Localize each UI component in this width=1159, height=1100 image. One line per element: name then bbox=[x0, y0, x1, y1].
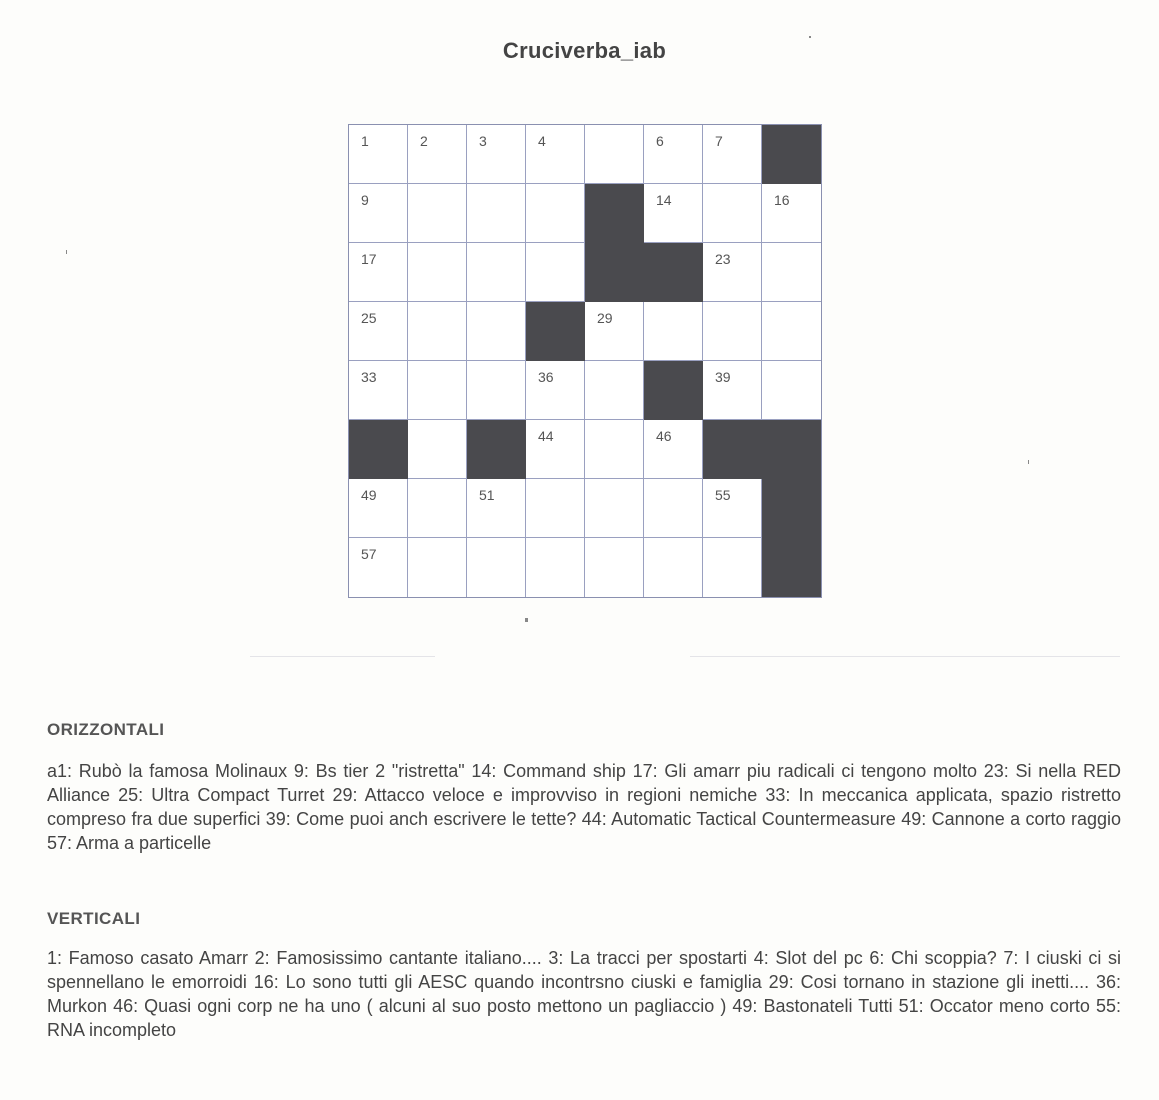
page-title: Cruciverba_iab bbox=[502, 38, 667, 63]
scan-speck bbox=[1028, 460, 1029, 464]
grid-cell[interactable] bbox=[526, 420, 585, 479]
grid-cell[interactable] bbox=[467, 538, 526, 597]
grid-cell[interactable] bbox=[703, 302, 762, 361]
grid-cell[interactable] bbox=[762, 302, 821, 361]
grid-cell[interactable] bbox=[349, 302, 408, 361]
across-clues: a1: Rubò la famosa Molinaux 9: Bs tier 2 "ristretta" 14: Command ship 17: Gli amarr piu radicali ci tengono molto 23: Si nella RED Alliance 25: Ultra Compact Turret 29: Attacco veloce e improvviso in regioni nemiche 33: In meccanica applicata, spazio ristretto compreso fra due superfici 39: Come puoi anch escrivere le tette? 44: Automatic Tactical Countermeasure 49: Cannone a corto raggio 57: Arma a particelle bbox=[47, 761, 1121, 853]
grid-cell[interactable] bbox=[644, 479, 703, 538]
black-square bbox=[762, 479, 821, 538]
grid-cell[interactable] bbox=[408, 302, 467, 361]
grid-cell[interactable] bbox=[644, 420, 703, 479]
black-square bbox=[762, 538, 821, 597]
scan-speck bbox=[809, 36, 811, 38]
grid-cell[interactable] bbox=[703, 361, 762, 420]
grid-cell[interactable] bbox=[467, 361, 526, 420]
grid-cell[interactable] bbox=[467, 302, 526, 361]
cell-number: 25 bbox=[361, 310, 377, 326]
grid-cell[interactable] bbox=[349, 184, 408, 243]
grid-cell[interactable] bbox=[408, 184, 467, 243]
grid-cell[interactable] bbox=[526, 361, 585, 420]
grid-cell[interactable] bbox=[585, 479, 644, 538]
grid-cell[interactable] bbox=[408, 243, 467, 302]
grid-cell[interactable] bbox=[349, 361, 408, 420]
grid-cell[interactable] bbox=[703, 243, 762, 302]
cell-number: 1 bbox=[361, 133, 369, 149]
cell-number: 4 bbox=[538, 133, 546, 149]
cell-number: 55 bbox=[715, 487, 731, 503]
cell-number: 29 bbox=[597, 310, 613, 326]
cell-number: 7 bbox=[715, 133, 723, 149]
grid-cell[interactable] bbox=[644, 184, 703, 243]
cell-number: 46 bbox=[656, 428, 672, 444]
cell-number: 14 bbox=[656, 192, 672, 208]
grid-cell[interactable] bbox=[349, 479, 408, 538]
black-square bbox=[585, 184, 644, 243]
scan-speck bbox=[525, 618, 528, 622]
grid-cell[interactable] bbox=[703, 538, 762, 597]
grid-cell[interactable] bbox=[762, 361, 821, 420]
grid-cell[interactable] bbox=[408, 538, 467, 597]
grid-cell[interactable] bbox=[349, 125, 408, 184]
cell-number: 16 bbox=[774, 192, 790, 208]
grid-cell[interactable] bbox=[408, 125, 467, 184]
grid-cell[interactable] bbox=[585, 125, 644, 184]
cell-number: 17 bbox=[361, 251, 377, 267]
cell-number: 2 bbox=[420, 133, 428, 149]
cell-number: 33 bbox=[361, 369, 377, 385]
grid-cell[interactable] bbox=[467, 184, 526, 243]
grid-cell[interactable] bbox=[644, 125, 703, 184]
grid-cell[interactable] bbox=[408, 420, 467, 479]
grid-cell[interactable] bbox=[526, 184, 585, 243]
grid-cell[interactable] bbox=[349, 243, 408, 302]
scan-speck bbox=[66, 250, 67, 254]
cell-number: 3 bbox=[479, 133, 487, 149]
grid-cell[interactable] bbox=[526, 538, 585, 597]
grid-cell[interactable] bbox=[349, 538, 408, 597]
cell-number: 51 bbox=[479, 487, 495, 503]
grid-cell[interactable] bbox=[526, 479, 585, 538]
grid-cell[interactable] bbox=[585, 420, 644, 479]
crossword-grid bbox=[348, 124, 822, 598]
grid-cell[interactable] bbox=[644, 302, 703, 361]
cell-number: 6 bbox=[656, 133, 664, 149]
grid-cell[interactable] bbox=[585, 538, 644, 597]
grid-cell[interactable] bbox=[703, 184, 762, 243]
black-square bbox=[349, 420, 408, 479]
black-square bbox=[762, 420, 821, 479]
grid-cell[interactable] bbox=[585, 302, 644, 361]
grid-cell[interactable] bbox=[644, 538, 703, 597]
divider-line bbox=[250, 656, 435, 657]
black-square bbox=[762, 125, 821, 184]
grid-cell[interactable] bbox=[467, 479, 526, 538]
cell-number: 57 bbox=[361, 546, 377, 562]
grid-cell[interactable] bbox=[408, 361, 467, 420]
cell-number: 49 bbox=[361, 487, 377, 503]
grid-cell[interactable] bbox=[467, 243, 526, 302]
black-square bbox=[526, 302, 585, 361]
down-clues: 1: Famoso casato Amarr 2: Famosissimo cantante italiano.... 3: La tracci per spostarti 4: Slot del pc 6: Chi scoppia? 7: I ciuski ci si spennellano le emorroidi 16: Lo sono tutti gli AESC quando incontrsno ciuski e famiglia 29: Cosi tornano in stazione gli inetti.... 36: Murkon 46: Quasi ogni corp ne ha uno ( alcuni al suo posto mettono un pagliaccio ) 49: Bastonateli Tutti 51: Occator meno corto 55: RNA incompleto bbox=[47, 948, 1121, 1040]
black-square bbox=[703, 420, 762, 479]
divider-line bbox=[690, 656, 1120, 657]
cell-number: 36 bbox=[538, 369, 554, 385]
grid-cell[interactable] bbox=[703, 479, 762, 538]
black-square bbox=[644, 361, 703, 420]
black-square bbox=[585, 243, 644, 302]
cell-number: 44 bbox=[538, 428, 554, 444]
black-square bbox=[644, 243, 703, 302]
grid-cell[interactable] bbox=[526, 243, 585, 302]
grid-cell[interactable] bbox=[762, 243, 821, 302]
black-square bbox=[467, 420, 526, 479]
across-heading: ORIZZONTALI bbox=[47, 720, 165, 739]
grid-cell[interactable] bbox=[408, 479, 467, 538]
grid-cell[interactable] bbox=[585, 361, 644, 420]
grid-cell[interactable] bbox=[762, 184, 821, 243]
cell-number: 9 bbox=[361, 192, 369, 208]
cell-number: 39 bbox=[715, 369, 731, 385]
grid-cell[interactable] bbox=[526, 125, 585, 184]
cell-number: 23 bbox=[715, 251, 731, 267]
grid-cell[interactable] bbox=[703, 125, 762, 184]
grid-cell[interactable] bbox=[467, 125, 526, 184]
down-heading: VERTICALI bbox=[47, 909, 141, 928]
